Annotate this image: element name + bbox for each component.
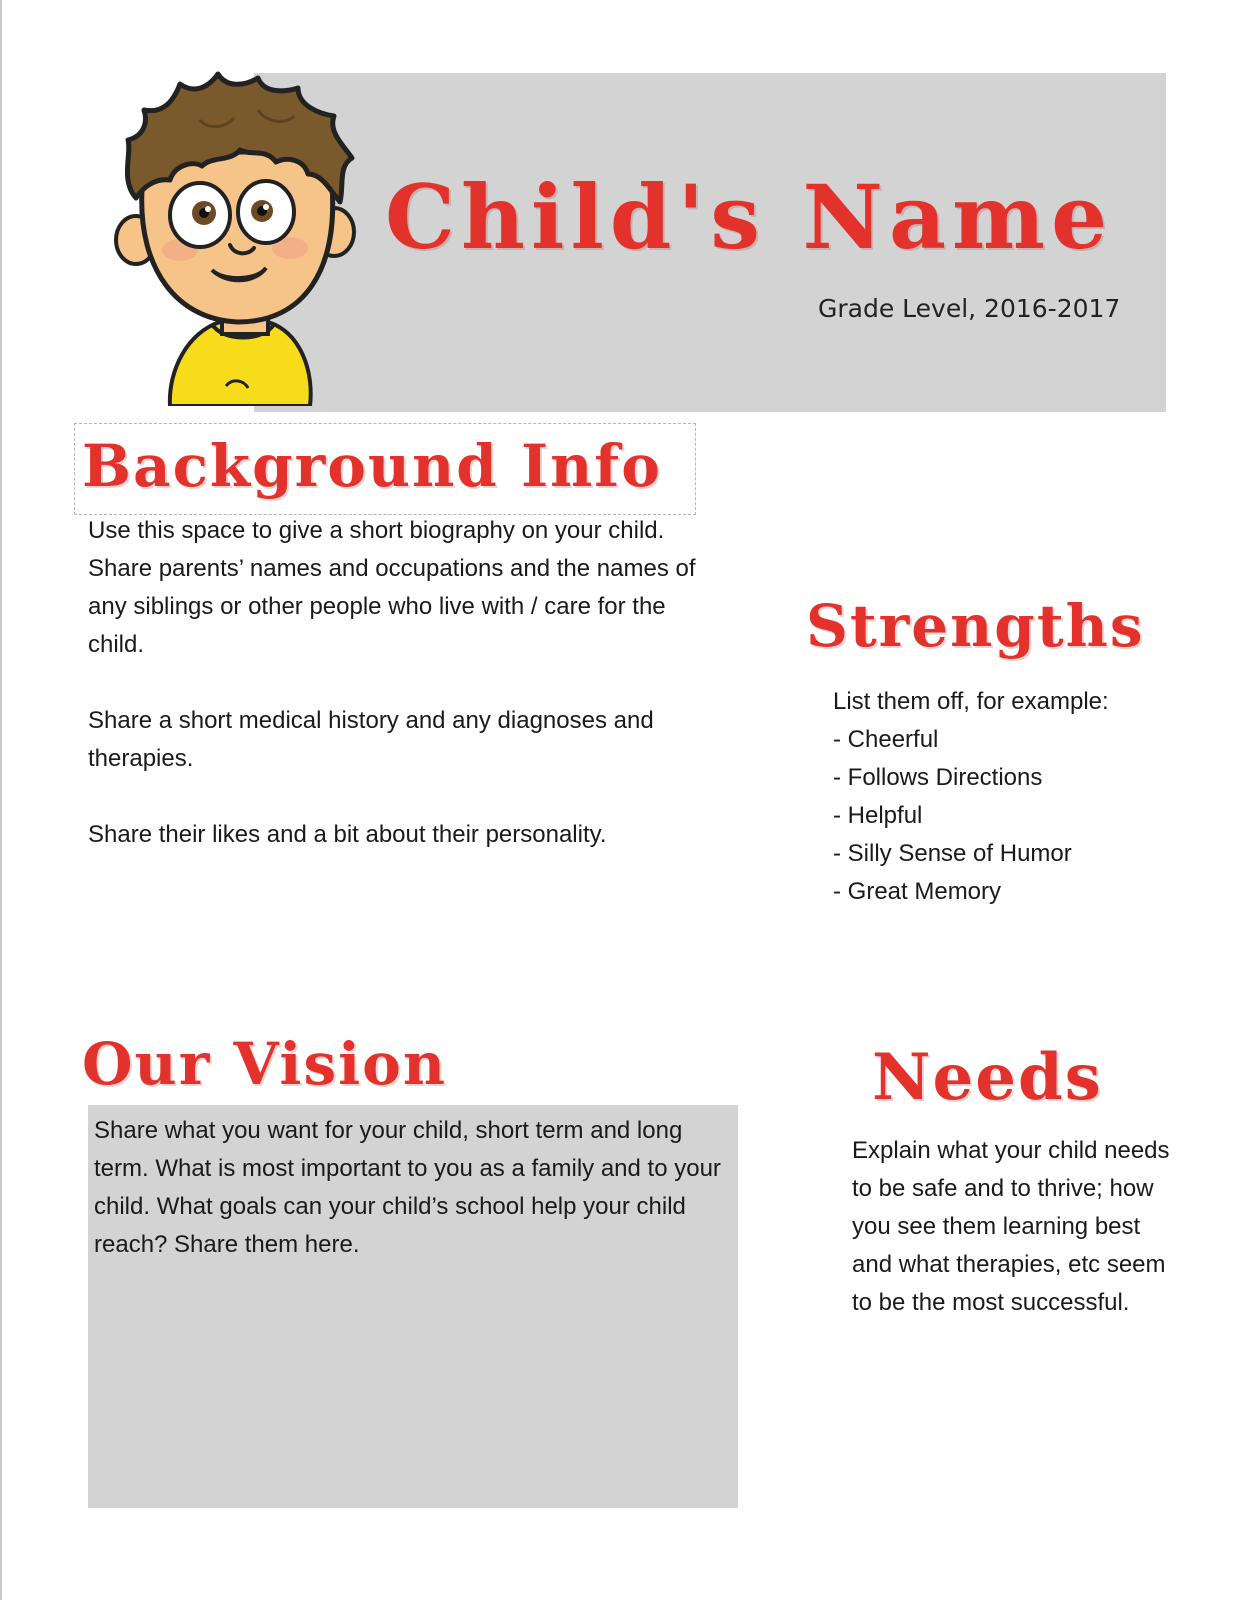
our-vision-heading: Our Vision — [82, 1030, 447, 1098]
strength-item: - Follows Directions — [833, 764, 1043, 791]
strengths-intro: List them off, for example: — [833, 688, 1109, 715]
background-info-heading: Background Info — [82, 432, 662, 500]
grade-level-year: Grade Level, 2016-2017 — [818, 294, 1121, 323]
strengths-heading: Strengths — [806, 592, 1145, 660]
needs-text: Explain what your child needs to be safe and to thrive; how you see them learning best and what therapies, etc seem to be the most successful. — [852, 1137, 1170, 1316]
child-name-title: Child's Name — [385, 165, 1114, 269]
strength-item: - Cheerful — [833, 726, 939, 753]
background-info-text — [88, 512, 698, 854]
vision-text: Share what you want for your child, short term and long term. What is most important to you as a family and to your child. What goals can your child’s school help your child reach? Share them here. — [94, 1117, 721, 1258]
strength-item: - Silly Sense of Humor — [833, 840, 1072, 867]
strength-item: - Helpful — [833, 802, 923, 829]
background-paragraph: Share their likes and a bit about their personality. — [88, 821, 607, 848]
child-avatar — [108, 70, 370, 406]
page-left-edge — [0, 0, 2, 1600]
needs-heading: Needs — [872, 1040, 1103, 1115]
background-paragraph: Share a short medical history and any diagnoses and therapies. — [88, 707, 654, 772]
strengths-list — [833, 683, 1193, 911]
strength-item: - Great Memory — [833, 878, 1002, 905]
background-paragraph: Use this space to give a short biography on your child. Share parents’ names and occupations and the names of any siblings or other people who live with / care for the child. — [88, 517, 696, 658]
